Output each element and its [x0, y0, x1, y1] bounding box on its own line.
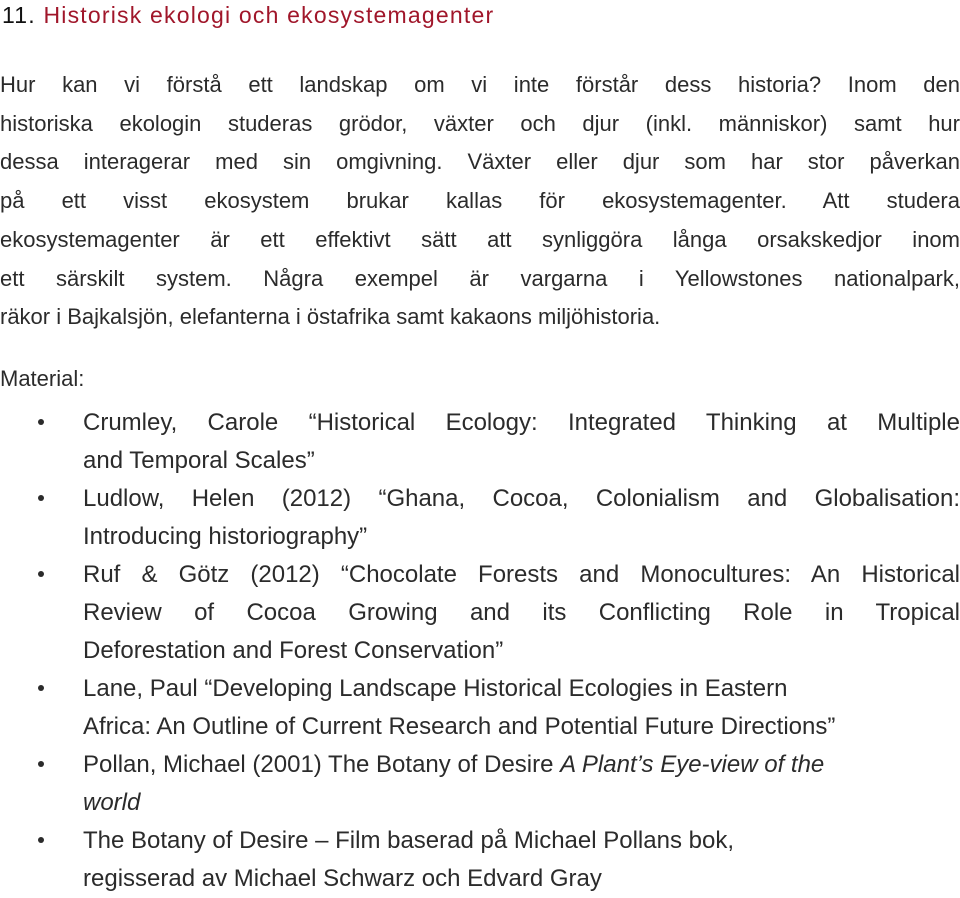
- reference-line: world: [83, 789, 141, 816]
- reference-line: Lane, Paul “Developing Landscape Historical Ecologies in Eastern: [83, 675, 788, 702]
- reference-line: The Botany of Desire – Film baserad på Michael Pollans bok,: [83, 827, 734, 854]
- intro-line: Hur kan vi förstå ett landskap om vi inte förstår dess historia? Inom den: [0, 72, 960, 97]
- bullet-icon: [38, 837, 44, 843]
- intro-line: ett särskilt system. Några exempel är vargarna i Yellowstones nationalpark,: [0, 265, 960, 291]
- bullet-icon: [38, 685, 44, 691]
- reference-line: Africa: An Outline of Current Research and Potential Future Directions”: [83, 713, 836, 740]
- reference-line: and Temporal Scales”: [83, 447, 315, 474]
- bullet-icon: [38, 571, 44, 577]
- intro-line: räkor i Bajkalsjön, elefanterna i östafrika samt kakaons miljöhistoria.: [0, 304, 661, 330]
- reference-line: Ruf & Götz (2012) “Chocolate Forests and Monocultures: An Historical: [83, 561, 960, 588]
- reference-list: [0, 404, 960, 898]
- material-label: Material:: [0, 366, 85, 391]
- reference-subtitle: A Plant’s Eye-view of the: [560, 751, 825, 778]
- reference-text: Pollan, Michael (2001) The Botany of Desire: [83, 751, 561, 778]
- reference-line: Deforestation and Forest Conservation”: [83, 637, 504, 664]
- intro-line: ekosystemagenter är ett effektivt sätt att synliggöra långa orsakskedjor inom: [0, 226, 960, 252]
- reference-item: [0, 404, 960, 480]
- reference-line: regisserad av Michael Schwarz och Edvard Gray: [83, 865, 602, 892]
- bullet-icon: [38, 419, 44, 425]
- section-title: Historisk ekologi och ekosystemagenter: [43, 2, 495, 28]
- reference-line: Crumley, Carole “Historical Ecology: Integrated Thinking at Multiple: [83, 409, 960, 436]
- reference-line: [83, 746, 960, 784]
- intro-line: historiska ekologin studeras grödor, växter och djur (inkl. människor) samt hur: [0, 110, 960, 136]
- section-number: 11.: [2, 2, 36, 28]
- reference-line: Ludlow, Helen (2012) “Ghana, Cocoa, Colonialism and Globalisation:: [83, 485, 960, 512]
- reference-item: [0, 480, 960, 556]
- reference-item: [0, 822, 960, 898]
- reference-item: [0, 670, 960, 746]
- section-heading: [2, 2, 494, 29]
- reference-item: [0, 556, 960, 670]
- bullet-icon: [38, 495, 44, 501]
- intro-paragraph: [0, 66, 960, 337]
- reference-line: Introducing historiography”: [83, 523, 368, 550]
- bullet-icon: [38, 761, 44, 767]
- intro-line: dessa interagerar med sin omgivning. Växter eller djur som har stor påverkan: [0, 149, 960, 175]
- intro-line: på ett visst ekosystem brukar kallas för ekosystemagenter. Att studera: [0, 188, 960, 214]
- reference-line: Review of Cocoa Growing and its Conflicting Role in Tropical: [83, 599, 960, 626]
- reference-item: [0, 746, 960, 822]
